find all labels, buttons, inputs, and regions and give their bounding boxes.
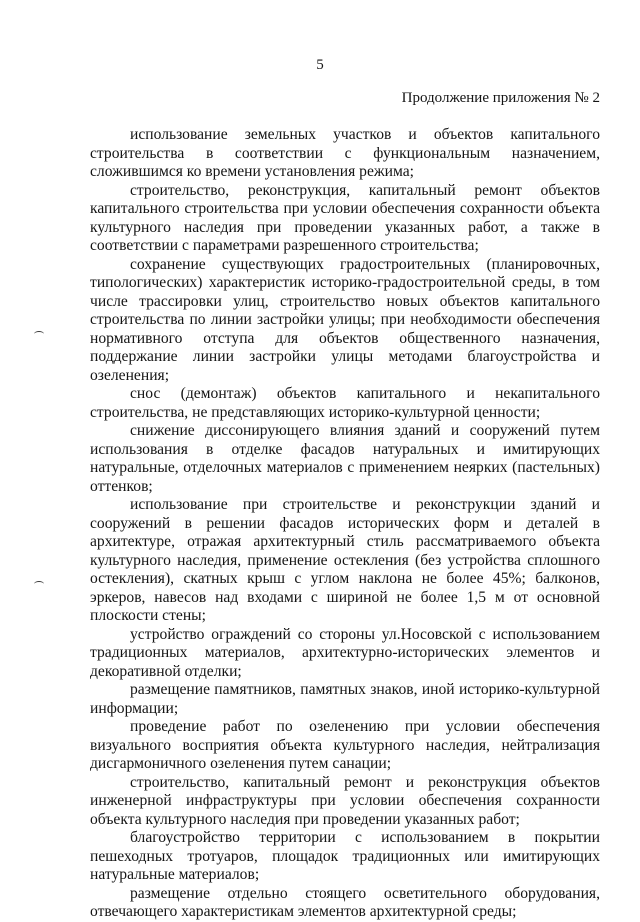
paragraph: снос (демонтаж) объектов капитального и некапитального строительства, не представляющих историко-культурной ценности; — [90, 385, 600, 421]
paragraph: проведение работ по озеленению при условии обеспечения визуального восприятия объекта культурного наследия, нейтрализация дисгармоничного озеленения путем санации; — [90, 718, 600, 772]
paragraph: устройство ограждений со стороны ул.Носовской с использованием традиционных материалов, архитектурно-исторических элементов и декоративной отделки; — [90, 625, 600, 680]
paragraph: сохранение существующих градостроительных (планировочных, типологических) характеристик историко-градостроительной среды, в том числе трассировки улиц, строительство новых объектов капитального строительства по линии застройки улицы; при необходимости обеспечения нормативного отступа для объектов общественного назначения, поддержание линии застройки улицы методами благоустройства и озеленения; — [90, 255, 600, 384]
document-body — [90, 126, 600, 922]
margin-mark — [34, 581, 44, 587]
paragraph: благоустройство территории с использованием в покрытии пешеходных тротуаров, площадок традиционных или имитирующих натуральные материалов; — [90, 829, 600, 883]
page-number: 5 — [316, 57, 324, 73]
paragraph: использование земельных участков и объектов капитального строительства в соответствии с функциональным назначением, сложившимся ко времени установления режима; — [90, 126, 600, 180]
paragraph: строительство, реконструкция, капитальный ремонт объектов капитального строительства при условии обеспечения сохранности объекта культурного наследия при проведении указанных работ, а также в соответствии с параметрами разрешенного строительства; — [90, 181, 600, 254]
paragraph: использование при строительстве и реконструкции зданий и сооружений в решении фасадов исторических форм и деталей в архитектуре, отражая архитектурный стиль рассматриваемого объекта культурного наследия, применение остекления (без устройства сплошного остекления), скатных крыш с углом наклона не более 45%; балконов, эркеров, навесов над входами с шириной не более 1,5 м от основной плоскости стены; — [90, 496, 600, 624]
appendix-note: Продолжение приложения № 2 — [401, 90, 600, 106]
paragraph: строительство, капитальный ремонт и реконструкция объектов инженерной инфраструктуры при условии обеспечения сохранности объекта культурного наследия при проведении указанных работ; — [90, 773, 600, 828]
margin-mark — [34, 331, 44, 337]
paragraph: размещение памятников, памятных знаков, иной историко-культурной информации; — [90, 681, 600, 717]
paragraph: размещение отдельно стоящего осветительного оборудования, отвечающего характеристикам элементов архитектурной среды; — [90, 884, 600, 920]
paragraph: снижение диссонирующего влияния зданий и сооружений путем использования в отделке фасадов натуральных и имитирующих натуральные, отделочных материалов с применением неярких (пастельных) оттенков; — [90, 422, 600, 495]
